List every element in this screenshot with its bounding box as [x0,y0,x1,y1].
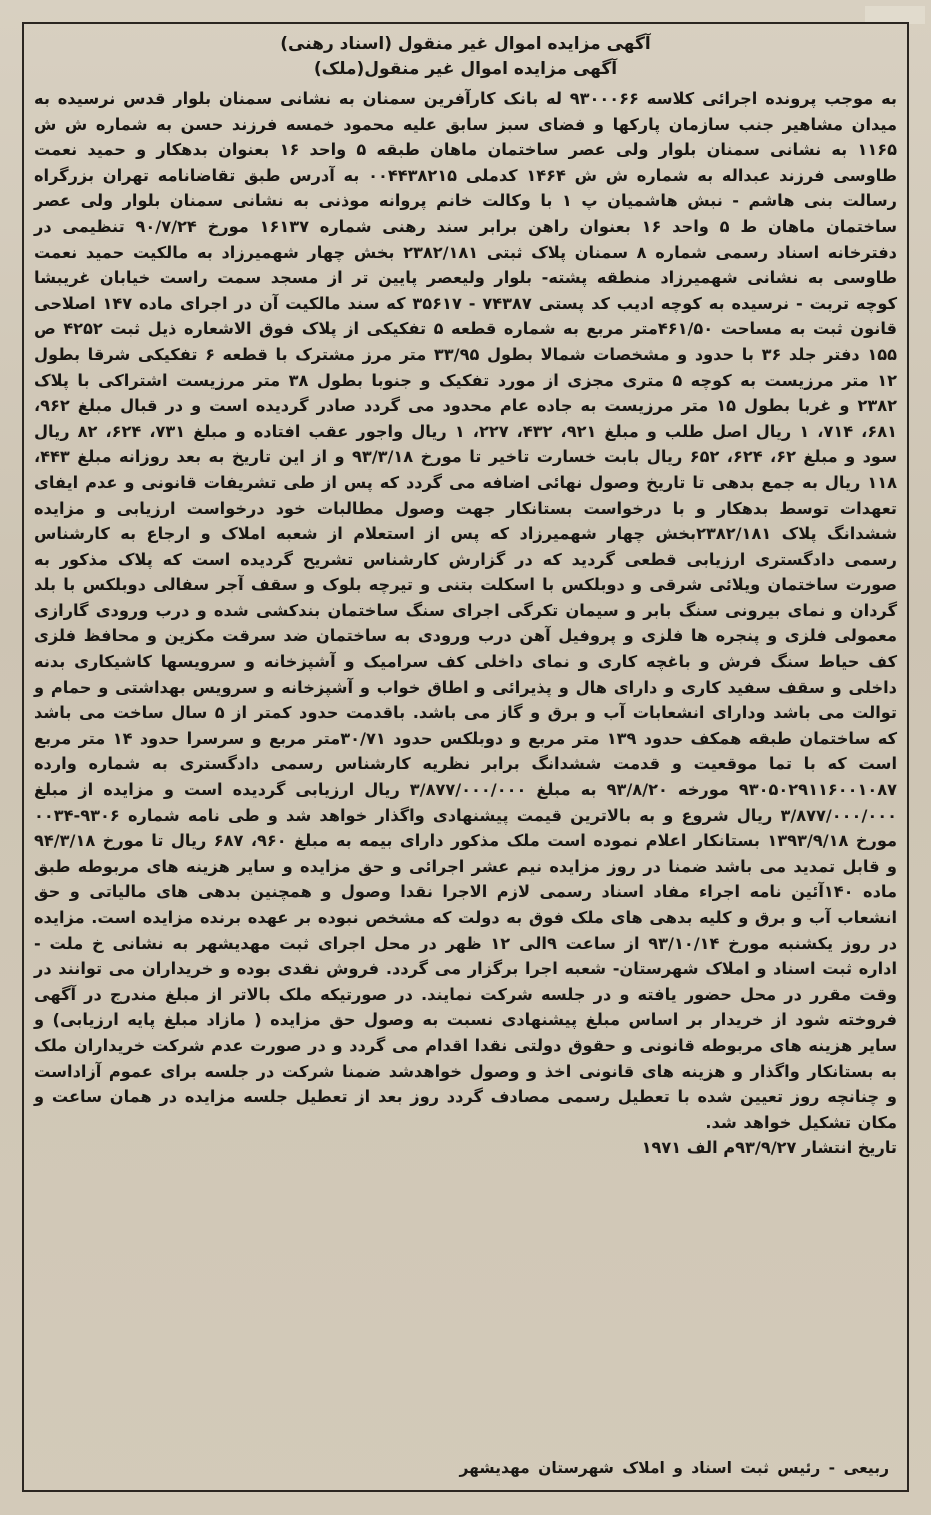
auction-notice [34,32,897,1482]
notice-body: به موجب پرونده اجرائی کلاسه ۹۳۰۰۰۶۶ له بانک کارآفرین سمنان به نشانی سمنان بلوار قدس نرسیده به میدان مشاهیر جنب سازمان پارکها و فضای سبز سابق علیه محمود خمسه فرزند حسن به شماره ش ش ۱۱۶۵ به نشانی سمنان بلوار ولی عصر ساختمان ماهان طبقه ۵ واحد ۱۶ بعنوان بدهکار و حمید نعمت طاوسی فرزند عبداله به شماره ش ش ۱۴۶۴ کدملی ۰۰۴۴۳۸۲۱۵ به آدرس طبق تقاضانامه تهران بزرگراه رسالت بنی هاشم - نبش هاشمیان پ ۱ با وکالت خانم پروانه موذنی به نشانی سمنان بلوار ولی عصر ساختمان ماهان ط ۵ واحد ۱۶ بعنوان راهن برابر سند رهنی شماره ۱۶۱۳۷ مورخ ۹۰/۷/۲۴ تنظیمی در دفترخانه اسناد رسمی شماره ۸ سمنان پلاک ثبتی ۲۳۸۲/۱۸۱ بخش چهار شهمیرزاد به مالکیت حمید نعمت طاوسی به نشانی شهمیرزاد منطقه پشته- بلوار ولیعصر پایین تر از مسجد سمت راست خیابان غریبشا کوچه تربت - نرسیده به کوچه ادیب کد پستی ۷۴۳۸۷ - ۳۵۶۱۷ که سند مالکیت آن در اجرای ماده ۱۴۷ اصلاحی قانون ثبت به مساحت ۴۶۱/۵۰متر مربع به شماره قطعه ۵ تفکیکی از پلاک فوق الاشعاره ذیل ثبت ۴۲۵۲ ص ۱۵۵ دفتر جلد ۳۶ با حدود و مشخصات شمالا بطول ۳۳/۹۵ متر مرز مشترک با قطعه ۶ تفکیکی شرقا بطول ۱۲ متر مرزیست به کوچه ۵ متری مجزی از مورد تفکیک و جنوبا بطول ۳۸ متر مرزیست اشتراکی با پلاک ۲۳۸۲ و غربا بطول ۱۵ متر مرزیست به جاده عام محدود می گردد صادر گردیده است و در قبال مبلغ ۹۶۲، ۶۸۱، ۷۱۴، ۱ ریال اصل طلب و مبلغ ۹۲۱، ۴۳۲، ۲۲۷، ۱ ریال واجور عقب افتاده و مبلغ ۷۳۱، ۶۲۴، ۸۲ ریال سود و مبلغ ۶۲، ۶۲۴، ۶۵۲ ریال بابت خسارت تاخیر تا مورخ ۹۳/۳/۱۸ و از این تاریخ به بعد روزانه مبلغ ۴۴۳، ۱۱۸ ریال به جمع بدهی تا تاریخ وصول نهائی اضافه می گردد که پس از طی تشریفات قانونی و عدم ایفای تعهدات توسط بدهکار و با درخواست بستانکار جهت وصول مطالبات خود درخواست ارزیابی و مزایده ششدانگ پلاک ۲۳۸۲/۱۸۱بخش چهار شهمیرزاد که پس از استعلام از شعبه املاک و ارجاع به کارشناس رسمی دادگستری ارزیابی قطعی گردید که در گزارش کارشناس تشریح گردیده است که پلاک مذکور به صورت ساختمان ویلائی شرقی و دوبلکس با اسکلت بتنی و تیرچه بلوک و سقف آجر سفالی دوبلکس با بلد گردان و نمای بیرونی سنگ بابر و سیمان تکرگی اجرای سنگ ساختمان بندکشی شده و درب ورودی گارازی معمولی فلزی و پنجره ها فلزی و پروفیل آهن درب ورودی به ساختمان ضد سرقت مکزین و محافظ فلزی کف حیاط سنگ فرش و باغچه کاری و نمای داخلی کف سرامیک و آشپزخانه و سرویسها کاشیکاری بدنه داخلی و سقف سفید کاری و دارای هال و پذیرائی و اطاق خواب و آشپزخانه و سرویس بهداشتی و حمام و توالت می باشد ودارای انشعابات آب و برق و گاز می باشد. باقدمت حدود کمتر از ۵ سال ساخت می باشد که ساختمان طبقه همکف حدود ۱۳۹ متر مربع و دوبلکس حدود ۳۰/۷۱متر مربع و سرسرا حدود ۱۴ متر مربع است که با تما موقعیت و قدمت ششدانگ برابر نظریه کارشناس رسمی دادگستری به شماره وارده ۹۳۰۵۰۲۹۱۱۶۰۰۱۰۸۷ مورخه ۹۳/۸/۲۰ به مبلغ ۳/۸۷۷/۰۰۰/۰۰۰ ریال ارزیابی گردیده است و مزایده از مبلغ ۳/۸۷۷/۰۰۰/۰۰۰ ریال شروع و به بالاترین قیمت پیشنهادی واگذار خواهد شد و طی نامه شماره ۹۳۰۶-۰۰۳۴ مورخ ۱۳۹۳/۹/۱۸ بستانکار اعلام نموده است ملک مذکور دارای بیمه به مبلغ ۹۶۰، ۶۸۷ ریال تا مورخ ۹۴/۳/۱۸ و قابل تمدید می باشد ضمنا در روز مزایده نیم عشر اجرائی و حق مزایده و سایر هزینه های مربوطه طبق ماده ۱۴۰آئین نامه اجراء مفاد اسناد رسمی لازم الاجرا نقدا وصول و همچنین بدهی های مالیاتی و حق انشعاب آب و برق و کلیه بدهی های ملک فوق به دولت که مشخص نبوده بر عهده برنده مزایده است. مزایده در روز یکشنبه مورخ ۹۳/۱۰/۱۴ از ساعت ۹الی ۱۲ ظهر در محل اجرای ثبت مهدیشهر به نشانی خ ملت - اداره ثبت اسناد و املاک شهرستان- شعبه اجرا برگزار می گردد. فروش نقدی بوده و خریداران می توانند در وقت مقرر در محل حضور یافته و در جلسه شرکت نمایند. در صورتیکه ملک بالاتر از مبلغ مندرج در آگهی فروخته شود از خریدار بر اساس مبلغ پیشنهادی نسبت به وصول حق مزایده ( مازاد مبلغ پایه ارزیابی) و سایر هزینه های مربوطه قانونی و حقوق دولتی نقدا اقدام می گردد و در صورت عدم شرکت خریداران ملک به بستانکار واگذار و هزینه های قانونی اخذ و وصول خواهدشد ضمنا شرکت در جلسه برای عموم آزاداست و چنانچه روز تعیین شده با تعطیل رسمی مصادف گردد روز بعد از تعطیل جلسه مزایده در همان ساعت و مکان تشکیل خواهد شد. [34,89,898,1132]
publish-date: تاریخ انتشار ۹۳/۹/۲۷م الف ۱۹۷۱ [641,1138,897,1158]
notice-title: آگهی مزایده اموال غیر منقول (اسناد رهنی) [280,34,651,54]
signature-line: ربیعی - رئیس ثبت اسناد و املاک شهرستان مهدیشهر [459,1459,889,1477]
notice-subtitle: آگهی مزایده اموال غیر منقول(ملک) [313,59,618,79]
